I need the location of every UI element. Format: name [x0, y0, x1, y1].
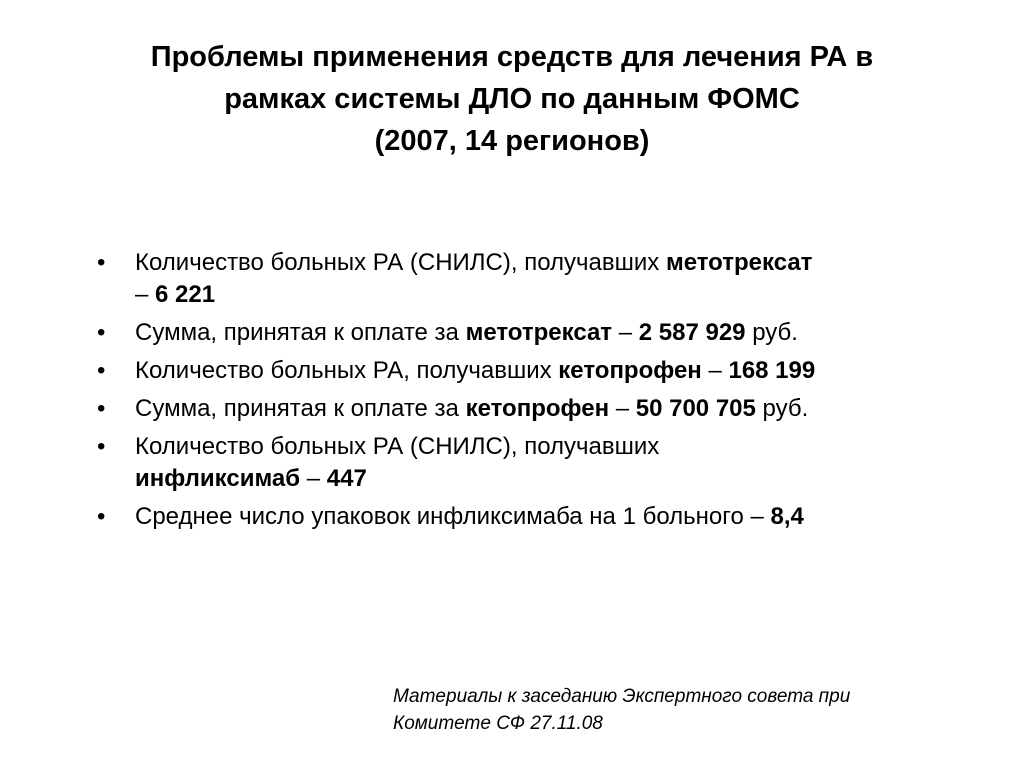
bullet-item-infliximab-packages: • Среднее число упаковок инфликсимаба на 1 больного – 8,4 [95, 501, 965, 533]
value: 447 [326, 465, 367, 492]
bullet-dot-icon: • [97, 433, 106, 460]
drug-name: инфликсимаб [135, 465, 301, 492]
source-footnote [393, 683, 850, 737]
drug-name: кетопрофен [558, 357, 702, 384]
footnote-line-2: Комитете СФ 27.11.08 [393, 713, 603, 734]
bullet-dot-icon: • [97, 319, 106, 346]
bullet-item-methotrexate-sum: • Сумма, принятая к оплате за метотрексат – 2 587 929 руб. [95, 317, 965, 349]
footnote-line-1: Материалы к заседанию Экспертного совета при [393, 686, 851, 707]
bullet-list [95, 247, 965, 539]
bullet-item-ketoprofen-patients: • Количество больных РА, получавших кетопрофен – 168 199 [95, 355, 965, 387]
bullet-item-methotrexate-patients: • Количество больных РА (СНИЛС), получавших метотрексат – 6 221 [97, 249, 813, 308]
title-line-3: (2007, 14 регионов) [374, 125, 650, 157]
drug-name: метотрексат [665, 249, 813, 276]
bullet-item-ketoprofen-sum: • Сумма, принятая к оплате за кетопрофен – 50 700 705 руб. [95, 393, 965, 425]
bullet-item-infliximab-patients: • Количество больных РА (СНИЛС), получавших инфликсимаб – 447 [97, 433, 660, 492]
title-line-2: рамках системы ДЛО по данным ФОМС [224, 83, 800, 115]
value: 2 587 929 [638, 319, 746, 346]
value: 6 221 [155, 281, 216, 308]
bullet-dot-icon: • [97, 357, 106, 384]
value: 168 199 [728, 357, 816, 384]
value: 50 700 705 [635, 395, 756, 422]
title-line-1: Проблемы применения средств для лечения РА в [150, 41, 874, 73]
value: 8,4 [770, 503, 804, 530]
bullet-dot-icon: • [97, 503, 106, 530]
drug-name: кетопрофен [465, 395, 610, 422]
drug-name: метотрексат [465, 319, 613, 346]
bullet-dot-icon: • [97, 395, 106, 422]
bullet-dot-icon: • [97, 249, 106, 276]
slide-title [40, 36, 984, 162]
